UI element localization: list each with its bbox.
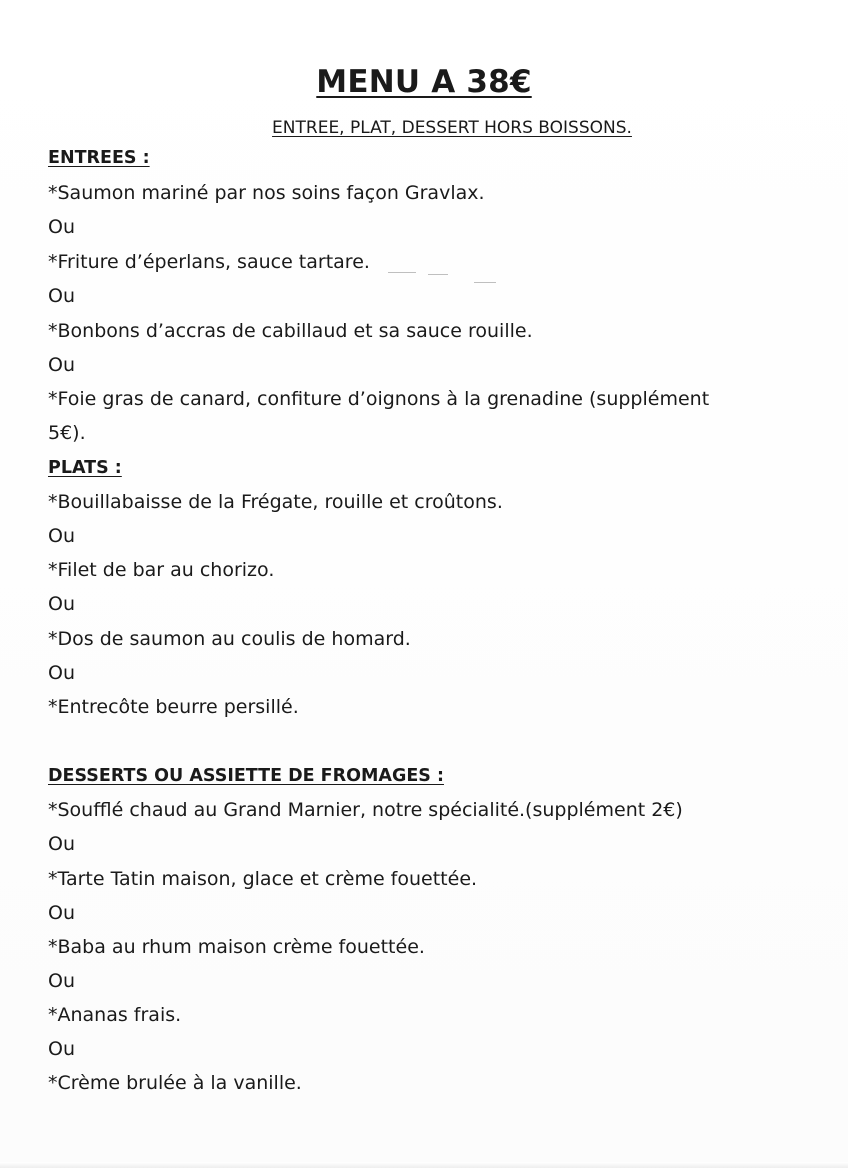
entree-item: *Foie gras de canard, confiture d’oignons à la grenadine (supplément: [48, 388, 710, 410]
separator-ou: Ou: [48, 216, 75, 238]
separator-ou: Ou: [48, 970, 75, 992]
plat-item: *Entrecôte beurre persillé.: [48, 696, 299, 718]
entrees-heading: ENTREES :: [48, 148, 150, 168]
dessert-item: *Crème brulée à la vanille.: [48, 1072, 302, 1094]
scan-mark: [428, 274, 448, 275]
scan-mark: [388, 272, 416, 273]
menu-title: MENU A 38€: [316, 64, 532, 100]
entree-item: *Saumon mariné par nos soins façon Gravlax.: [48, 182, 485, 204]
plats-heading: PLATS :: [48, 458, 122, 478]
entree-item: *Friture d’éperlans, sauce tartare.: [48, 251, 370, 273]
plat-item: *Filet de bar au chorizo.: [48, 559, 275, 581]
plat-item: *Bouillabaisse de la Frégate, rouille et croûtons.: [48, 491, 503, 513]
desserts-heading: DESSERTS OU ASSIETTE DE FROMAGES :: [48, 766, 444, 786]
separator-ou: Ou: [48, 662, 75, 684]
separator-ou: Ou: [48, 833, 75, 855]
entree-item: *Bonbons d’accras de cabillaud et sa sauce rouille.: [48, 320, 533, 342]
dessert-item: *Ananas frais.: [48, 1004, 182, 1026]
separator-ou: Ou: [48, 354, 75, 376]
dessert-item: *Baba au rhum maison crème fouettée.: [48, 936, 425, 958]
separator-ou: Ou: [48, 1038, 75, 1060]
scan-mark: [474, 282, 496, 283]
separator-ou: Ou: [48, 902, 75, 924]
page-bottom-edge: [0, 1162, 848, 1168]
separator-ou: Ou: [48, 285, 75, 307]
separator-ou: Ou: [48, 593, 75, 615]
dessert-item: *Tarte Tatin maison, glace et crème fouettée.: [48, 868, 478, 890]
menu-subtitle: ENTREE, PLAT, DESSERT HORS BOISSONS.: [272, 118, 632, 138]
plat-item: *Dos de saumon au coulis de homard.: [48, 628, 411, 650]
dessert-item: *Soufflé chaud au Grand Marnier, notre spécialité.(supplément 2€): [48, 799, 683, 821]
separator-ou: Ou: [48, 525, 75, 547]
entree-item-continued: 5€).: [48, 422, 86, 444]
